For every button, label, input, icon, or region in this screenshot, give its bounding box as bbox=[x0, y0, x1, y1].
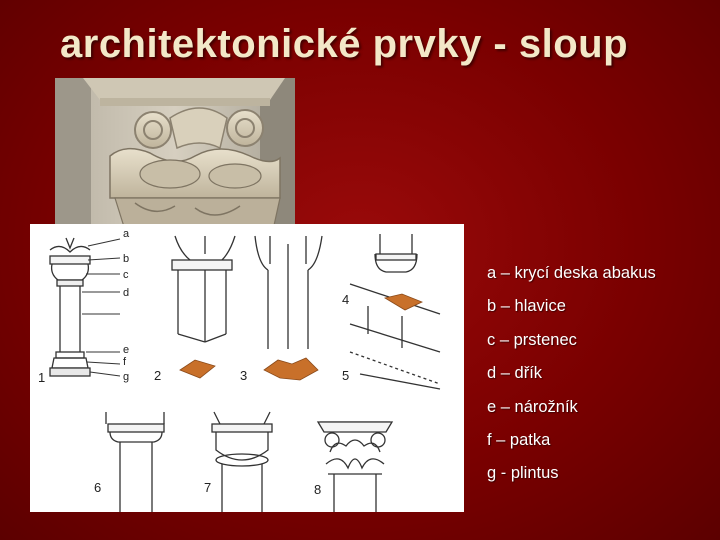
column-figure-6 bbox=[106, 412, 164, 512]
column-figure-2 bbox=[172, 236, 235, 378]
legend-item-g: g - plintus bbox=[487, 464, 559, 483]
legend-item-a: a – krycí deska abakus bbox=[487, 264, 656, 282]
part-letter-f: f bbox=[123, 356, 127, 368]
legend-item-d: d – dřík bbox=[487, 364, 543, 383]
legend-item-f: f – patka bbox=[487, 430, 551, 449]
figure-number-1: 1 bbox=[38, 370, 46, 385]
part-letter-e: e bbox=[123, 344, 130, 356]
legend-item-b: b – hlavice bbox=[487, 297, 566, 316]
figure-number-3: 3 bbox=[240, 368, 248, 383]
figure-number-5: 5 bbox=[342, 368, 350, 383]
figure-number-4: 4 bbox=[342, 292, 350, 307]
part-letter-d: d bbox=[123, 287, 130, 299]
column-figure-7 bbox=[212, 412, 272, 512]
legend-item-c: c – prstenec bbox=[487, 330, 577, 349]
column-figure-1 bbox=[50, 238, 120, 376]
figure-number-2: 2 bbox=[154, 368, 162, 383]
part-letter-c: c bbox=[123, 269, 129, 281]
figure-number-6: 6 bbox=[94, 480, 102, 495]
part-letter-b: b bbox=[123, 253, 130, 265]
capital-photo bbox=[55, 78, 295, 230]
part-letter-g: g bbox=[123, 371, 130, 383]
part-letter-a: a bbox=[123, 228, 130, 240]
column-figure-3 bbox=[255, 236, 322, 380]
figure-number-7: 7 bbox=[204, 480, 212, 495]
column-figure-4-5 bbox=[350, 234, 440, 389]
legend-item-e: e – nárožník bbox=[487, 397, 578, 416]
slide-title: architektonické prvky - sloup bbox=[60, 22, 629, 66]
column-figure-8 bbox=[318, 422, 392, 512]
column-diagram bbox=[30, 224, 464, 512]
figure-number-8: 8 bbox=[314, 482, 322, 497]
parts-legend bbox=[487, 263, 707, 497]
